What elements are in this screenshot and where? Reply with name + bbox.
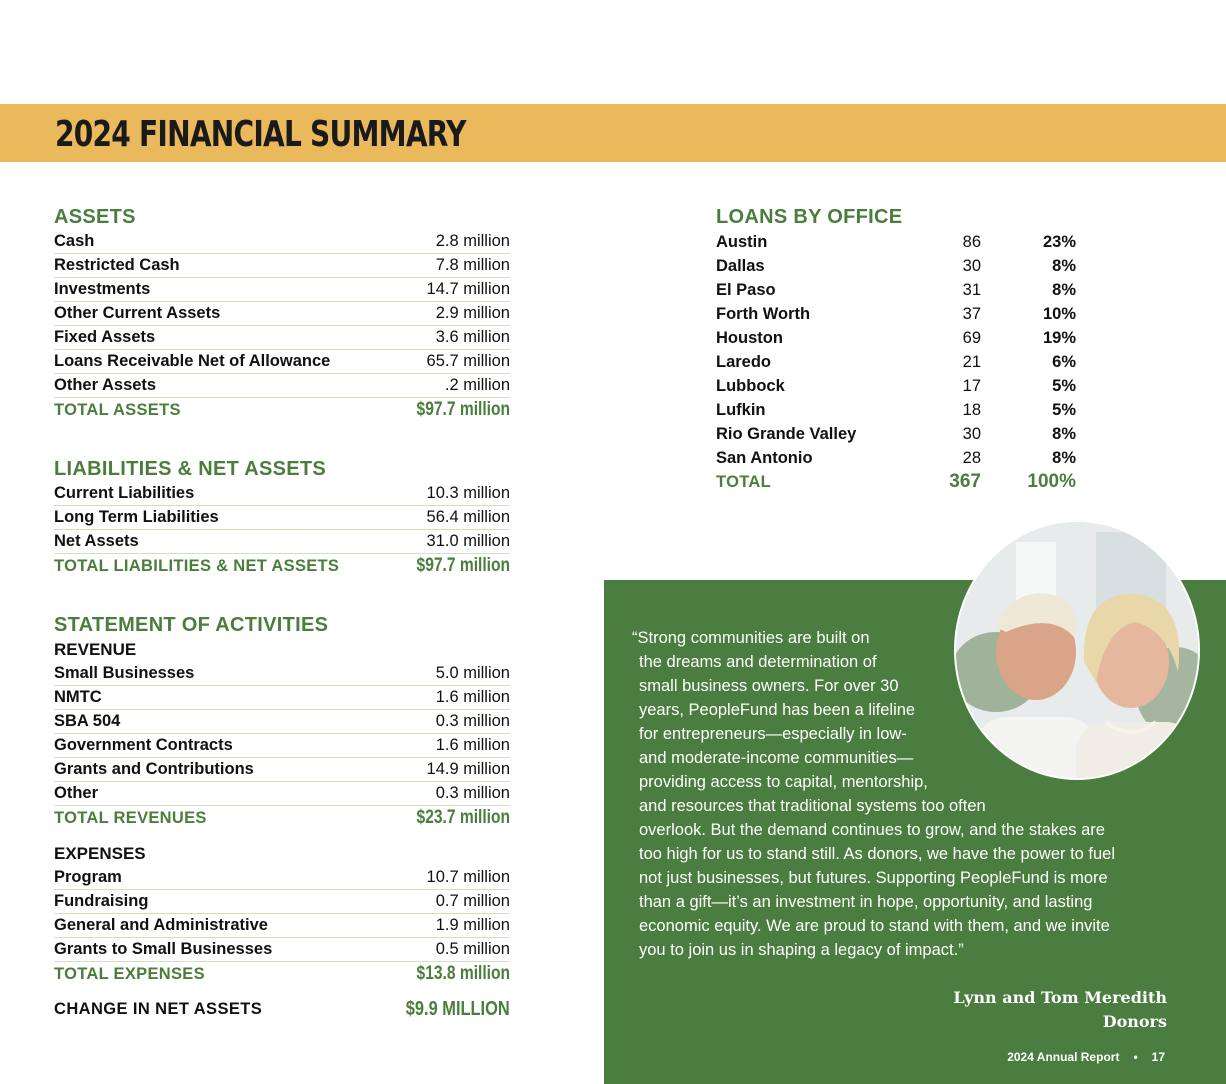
liabilities-row-current-liabilities: [54, 482, 510, 506]
quote-line: not just businesses, but futures. Supporting PeopleFund is more: [639, 869, 1108, 887]
total-revenues-label: TOTAL REVENUES: [54, 808, 207, 827]
revenue-row-grants-and-contributions: [54, 758, 510, 782]
liabilities-row-value: 10.3 million: [426, 484, 510, 502]
loans-total-count: 367: [949, 471, 981, 492]
assets-row-fixed-assets: [54, 326, 510, 350]
loans-total-row: [716, 470, 1076, 494]
footer-page-number: 17: [1151, 1050, 1165, 1064]
liabilities-row-label: Long Term Liabilities: [54, 508, 219, 526]
loans-office-percent: 8%: [1052, 448, 1076, 467]
assets-heading: ASSETS: [54, 206, 136, 228]
loans-office-count: 37: [962, 304, 981, 323]
loans-office-name: Laredo: [716, 352, 772, 371]
quote-line: and resources that traditional systems too often: [639, 797, 986, 815]
loans-office-name: Houston: [716, 328, 783, 347]
revenue-row-label: Other: [54, 784, 99, 802]
assets-row-value: 14.7 million: [426, 280, 510, 298]
loans-office-name: Lufkin: [716, 400, 766, 419]
quote-line: “Strong communities are built on: [632, 629, 870, 647]
loans-office-percent: 8%: [1052, 280, 1076, 299]
assets-row-restricted-cash: [54, 254, 510, 278]
total-expenses-row: [54, 962, 510, 986]
expenses-heading: EXPENSES: [54, 844, 146, 863]
assets-row-label: Loans Receivable Net of Allowance: [54, 352, 331, 370]
loans-row-lufkin: [716, 398, 1076, 422]
assets-row-value: 3.6 million: [435, 328, 510, 346]
quote-line: economic equity. We are proud to stand with them, and we invite: [639, 917, 1110, 935]
quote-line: years, PeopleFund has been a lifeline: [639, 701, 916, 719]
revenue-row-government-contracts: [54, 734, 510, 758]
revenue-row-label: Small Businesses: [54, 664, 195, 682]
loans-total-percent: 100%: [1027, 471, 1076, 492]
loans-row-forth-worth: [716, 302, 1076, 326]
expenses-row-label: Fundraising: [54, 892, 149, 910]
total-revenues-value: $23.7 million: [416, 807, 510, 828]
assets-row-value: 2.8 million: [435, 232, 510, 250]
quote-author: Lynn and Tom Meredith: [953, 988, 1167, 1007]
loans-office-percent: 5%: [1052, 400, 1076, 419]
change-in-net-assets-label: CHANGE IN NET ASSETS: [54, 999, 263, 1018]
total-liabilities-value: $97.7 million: [416, 555, 510, 576]
revenue-row-label: NMTC: [54, 688, 102, 706]
assets-row-label: Fixed Assets: [54, 328, 156, 346]
quote-line: small business owners. For over 30: [639, 677, 899, 695]
page-footer: [1007, 1050, 1165, 1064]
revenue-row-label: Government Contracts: [54, 736, 233, 754]
loans-row-rio-grande-valley: [716, 422, 1076, 446]
quote-line: than a gift—it’s an investment in hope, opportunity, and lasting: [639, 893, 1093, 911]
quote-line: too high for us to stand still. As donors, we have the power to fuel: [639, 845, 1116, 863]
revenue-row-value: 14.9 million: [426, 760, 510, 778]
total-expenses-value: $13.8 million: [416, 963, 510, 984]
loans-total-label: TOTAL: [716, 472, 771, 491]
loans-office-percent: 5%: [1052, 376, 1076, 395]
loans-row-el-paso: [716, 278, 1076, 302]
loans-office-count: 30: [962, 424, 981, 443]
expenses-row-value: 1.9 million: [435, 916, 510, 934]
revenue-row-small-businesses: [54, 662, 510, 686]
donor-photo: [954, 520, 1200, 780]
liabilities-row-label: Net Assets: [54, 532, 139, 550]
assets-row-label: Investments: [54, 280, 151, 298]
change-in-net-assets-value: $9.9 MILLION: [406, 997, 510, 1020]
loans-office-percent: 10%: [1042, 304, 1076, 323]
assets-row-label: Other Current Assets: [54, 304, 221, 322]
expenses-row-value: 0.7 million: [435, 892, 510, 910]
total-assets-label: TOTAL ASSETS: [54, 400, 181, 419]
loans-office-percent: 19%: [1042, 328, 1076, 347]
loans-office-count: 28: [962, 448, 981, 467]
loans-row-san-antonio: [716, 446, 1076, 470]
expenses-row-label: Program: [54, 868, 122, 886]
assets-row-loans-receivable-net-of-allowance: [54, 350, 510, 374]
expenses-row-program: [54, 866, 510, 890]
loans-row-houston: [716, 326, 1076, 350]
liabilities-row-long-term-liabilities: [54, 506, 510, 530]
title-banner: [0, 104, 1226, 162]
activities-section: [54, 612, 510, 1024]
loans-office-count: 86: [962, 232, 981, 251]
assets-section: [54, 204, 510, 422]
footer-report-name: 2024 Annual Report: [1007, 1050, 1120, 1064]
assets-row-label: Other Assets: [54, 376, 157, 394]
assets-row-value: 7.8 million: [435, 256, 510, 274]
loans-office-count: 18: [962, 400, 981, 419]
loans-office-name: San Antonio: [716, 448, 813, 467]
loans-row-dallas: [716, 254, 1076, 278]
quote-line: for entrepreneurs—especially in low-: [639, 725, 907, 743]
loans-office-name: El Paso: [716, 280, 776, 299]
revenue-row-value: 1.6 million: [435, 688, 510, 706]
loans-office-percent: 6%: [1052, 352, 1076, 371]
total-assets-row: [54, 398, 510, 422]
total-assets-value: $97.7 million: [416, 399, 510, 420]
liabilities-section: [54, 456, 510, 578]
total-liabilities-label: TOTAL LIABILITIES & NET ASSETS: [54, 556, 340, 575]
loans-office-count: 31: [962, 280, 981, 299]
assets-row-value: 2.9 million: [435, 304, 510, 322]
revenue-row-nmtc: [54, 686, 510, 710]
loans-office-percent: 8%: [1052, 424, 1076, 443]
revenue-row-label: Grants and Contributions: [54, 760, 254, 778]
page-title: 2024 FINANCIAL SUMMARY: [55, 114, 466, 155]
loans-office-percent: 23%: [1042, 232, 1076, 251]
donor-photo-illustration: [956, 522, 1200, 780]
loans-office-name: Forth Worth: [716, 304, 811, 323]
loans-office-percent: 8%: [1052, 256, 1076, 275]
expenses-row-grants-to-small-businesses: [54, 938, 510, 962]
revenue-row-value: 1.6 million: [435, 736, 510, 754]
liabilities-row-value: 31.0 million: [426, 532, 510, 550]
expenses-row-label: General and Administrative: [54, 916, 268, 934]
expenses-row-value: 0.5 million: [435, 940, 510, 958]
loans-office-count: 30: [962, 256, 981, 275]
assets-row-value: .2 million: [444, 376, 510, 394]
assets-row-other-current-assets: [54, 302, 510, 326]
quote-line: the dreams and determination of: [639, 653, 877, 671]
revenue-row-label: SBA 504: [54, 712, 121, 730]
expenses-row-general-and-administrative: [54, 914, 510, 938]
expenses-row-label: Grants to Small Businesses: [54, 940, 273, 958]
loans-by-office-section: [716, 204, 1076, 494]
quote-line: providing access to capital, mentorship,: [639, 773, 928, 791]
revenue-row-other: [54, 782, 510, 806]
expenses-row-value: 10.7 million: [426, 868, 510, 886]
liabilities-row-net-assets: [54, 530, 510, 554]
quote-line: you to join us in shaping a legacy of impact.”: [639, 941, 964, 959]
assets-row-investments: [54, 278, 510, 302]
assets-row-value: 65.7 million: [426, 352, 510, 370]
total-revenues-row: [54, 806, 510, 830]
quote-line: and moderate-income communities—: [639, 749, 914, 767]
loans-row-lubbock: [716, 374, 1076, 398]
change-in-net-assets-row: [54, 994, 510, 1024]
loans-office-count: 17: [962, 376, 981, 395]
loans-office-count: 21: [962, 352, 981, 371]
loans-heading: LOANS BY OFFICE: [716, 206, 903, 228]
activities-heading: STATEMENT OF ACTIVITIES: [54, 614, 329, 636]
total-liabilities-row: [54, 554, 510, 578]
revenue-row-sba-504: [54, 710, 510, 734]
revenue-row-value: 0.3 million: [435, 784, 510, 802]
revenue-heading: REVENUE: [54, 640, 137, 659]
loans-office-name: Dallas: [716, 256, 765, 275]
expenses-row-fundraising: [54, 890, 510, 914]
revenue-row-value: 5.0 million: [435, 664, 510, 682]
loans-row-laredo: [716, 350, 1076, 374]
assets-row-other-assets: [54, 374, 510, 398]
loans-office-count: 69: [962, 328, 981, 347]
loans-row-austin: [716, 230, 1076, 254]
footer-separator: •: [1133, 1050, 1138, 1064]
assets-row-label: Restricted Cash: [54, 256, 180, 274]
assets-row-label: Cash: [54, 232, 95, 250]
loans-office-name: Rio Grande Valley: [716, 424, 857, 443]
assets-row-cash: [54, 230, 510, 254]
quote-line: overlook. But the demand continues to grow, and the stakes are: [639, 821, 1105, 839]
liabilities-row-label: Current Liabilities: [54, 484, 195, 502]
loans-office-name: Austin: [716, 232, 768, 251]
revenue-row-value: 0.3 million: [435, 712, 510, 730]
quote-attribution: [953, 986, 1167, 1034]
liabilities-row-value: 56.4 million: [426, 508, 510, 526]
total-expenses-label: TOTAL EXPENSES: [54, 964, 205, 983]
loans-office-name: Lubbock: [716, 376, 785, 395]
quote-role: Donors: [1102, 1012, 1167, 1031]
liabilities-heading: LIABILITIES & NET ASSETS: [54, 458, 327, 480]
